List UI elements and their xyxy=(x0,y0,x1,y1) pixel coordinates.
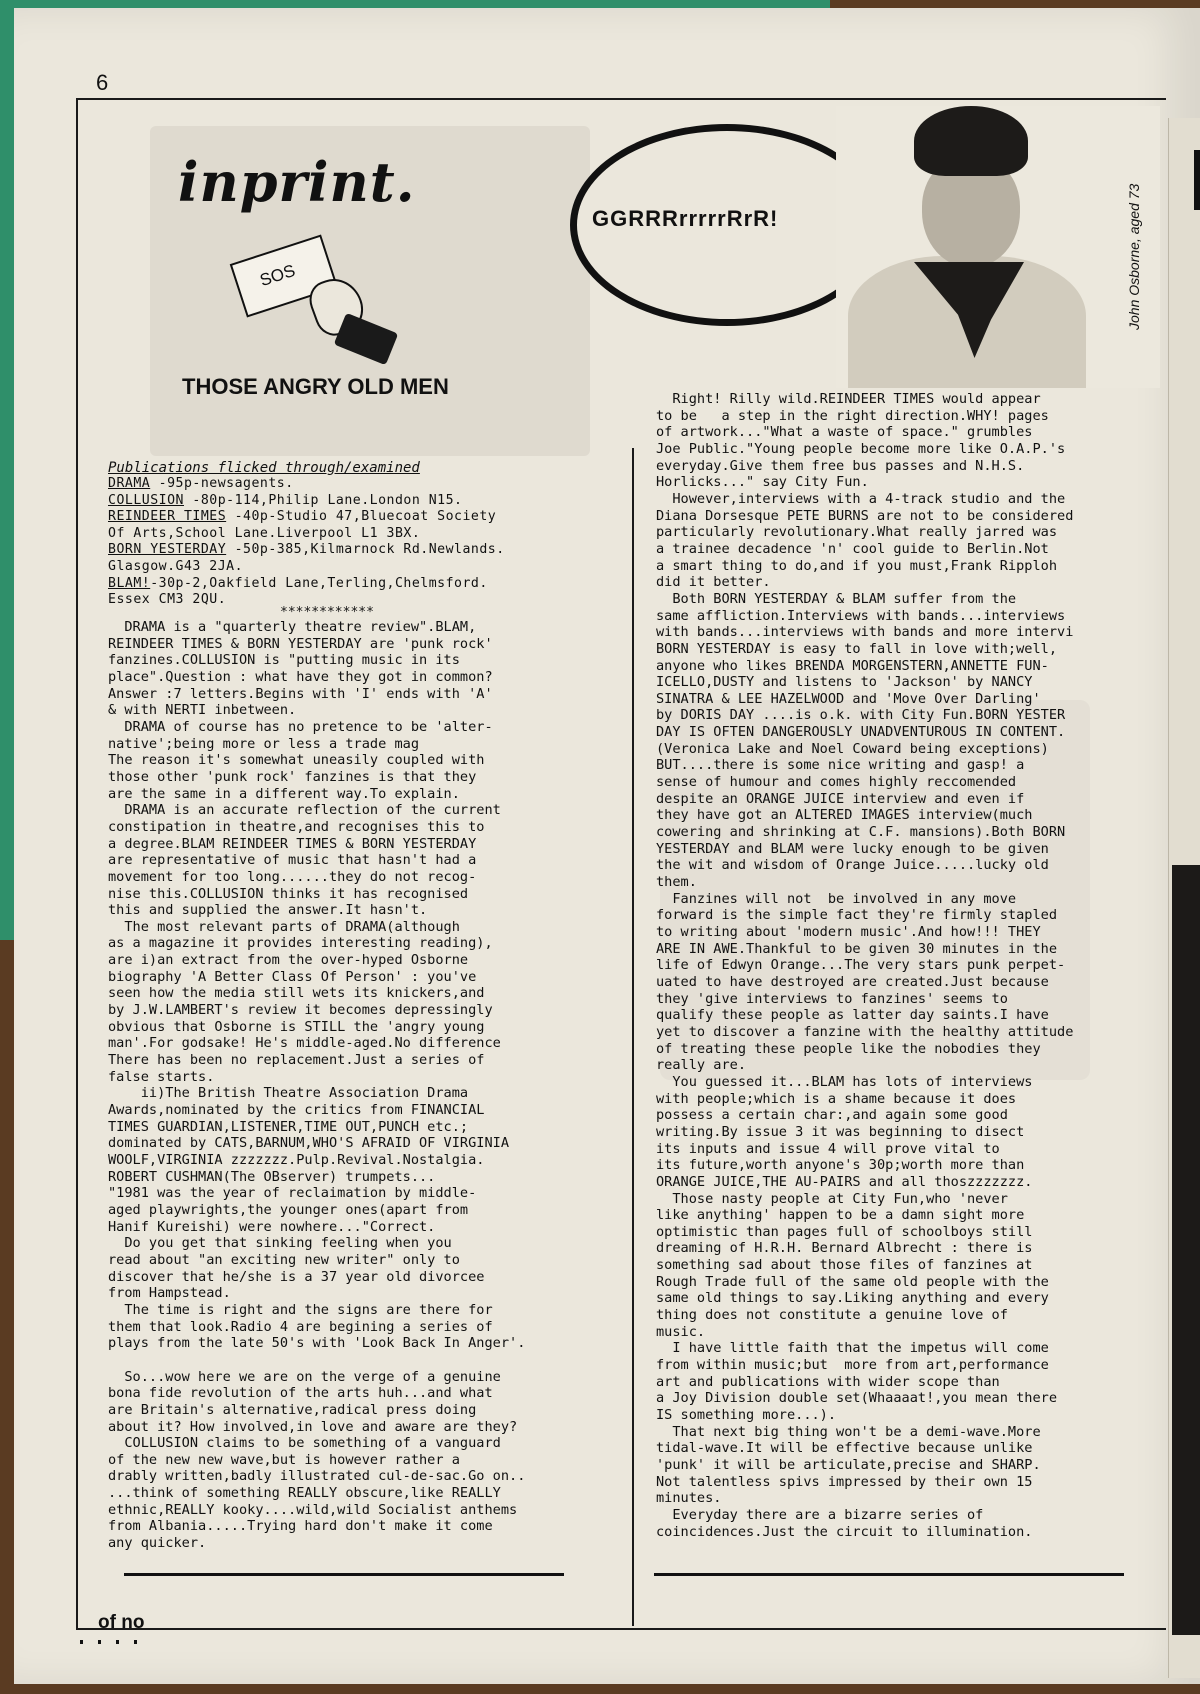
text-line: them. xyxy=(656,874,697,891)
text-line: BUT....there is some nice writing and gasp! a xyxy=(656,757,1025,774)
text-line xyxy=(108,1352,624,1369)
publication-details: Of Arts,School Lane.Liverpool L1 3BX. xyxy=(108,525,421,541)
text-line: COLLUSION claims to be something of a vanguard xyxy=(108,1435,501,1452)
separator: ************ xyxy=(280,605,374,620)
text-line: drably written,badly illustrated cul-de-sac.Go on.. xyxy=(108,1468,526,1485)
text-line: them that look.Radio 4 are begining a series of xyxy=(108,1318,493,1335)
text-line: uated to have destroyed are created.Just because xyxy=(656,973,1049,990)
text-line: qualify these people as latter day saints.I have xyxy=(656,1007,1049,1024)
text-line: by DORIS DAY ....is o.k. with City Fun.BORN YESTER xyxy=(656,707,1066,724)
text-line: to be a step in the right direction.WHY! pages xyxy=(656,407,1049,424)
publication-line xyxy=(108,509,608,526)
footer-dots xyxy=(80,1640,150,1644)
text-line: discover that he/she is a 37 year old divorcee xyxy=(108,1268,485,1285)
publication-name: DRAMA xyxy=(108,476,151,491)
text-line: are the same in a different way.To explain. xyxy=(108,785,460,802)
text-line: Fanzines will not be involved in any move xyxy=(656,890,1017,907)
text-line: by J.W.LAMBERT's review it becomes depressingly xyxy=(108,1002,493,1019)
column-divider xyxy=(632,448,634,1626)
text-line: man'.For godsake! He's middle-aged.No difference xyxy=(108,1035,501,1052)
text-line: biography 'A Better Class Of Person' : you've xyxy=(108,968,477,985)
text-line: Hanif Kureishi) were nowhere..."Correct. xyxy=(108,1218,436,1235)
text-line: to writing about 'modern music'.And how!!! THEY xyxy=(656,924,1041,940)
publication-details: -95p-newsagents. xyxy=(150,476,294,491)
publication-name: REINDEER TIMES xyxy=(108,509,227,525)
text-line: SINATRA & LEE HAZELWOOD and 'Move Over Darling' xyxy=(656,690,1041,707)
publication-name: COLLUSION xyxy=(108,492,184,508)
text-line: nise this.COLLUSION thinks it has recognised xyxy=(108,885,469,902)
text-line: the wit and wisdom of Orange Juice.....lucky old xyxy=(656,857,1049,874)
publication-details: Essex CM3 2QU. xyxy=(108,592,227,608)
text-line: something sad about those files of fanzines at xyxy=(656,1257,1033,1274)
publication-name: BLAM! xyxy=(108,575,151,591)
text-line: place".Question : what have they got in common? xyxy=(108,668,493,685)
text-line: ICELLO,DUSTY and listens to 'Jackson' by NANCY xyxy=(656,674,1033,691)
text-line: thing does not constitute a genuine love of xyxy=(656,1307,1008,1324)
end-rule-right xyxy=(654,1573,1124,1576)
text-line: Everyday there are a bizarre series of xyxy=(656,1506,984,1523)
text-line: ...think of something REALLY obscure,like REALLY xyxy=(108,1485,501,1502)
text-line: Joe Public."Young people become more like O.A.P.'s xyxy=(656,440,1066,457)
text-line: So...wow here we are on the verge of a genuine xyxy=(108,1368,501,1385)
speech-bubble-text: GGRRRrrrrrRrR! xyxy=(592,206,779,231)
text-line: (Veronica Lake and Noel Coward being exceptions) xyxy=(656,740,1049,757)
publication-line xyxy=(108,476,608,493)
publication-line xyxy=(108,559,608,576)
text-line: REINDEER TIMES & BORN YESTERDAY are 'punk rock' xyxy=(108,635,493,652)
text-line: a smart thing to do,and if you must,Frank Ripploh xyxy=(656,557,1058,574)
photo-caption: John Osborne, aged 73 xyxy=(1126,183,1142,330)
text-line: native';being more or less a trade mag xyxy=(108,735,419,752)
text-line: optimistic than pages full of schoolboys still xyxy=(656,1223,1033,1240)
publications-list xyxy=(108,476,608,609)
publication-line xyxy=(108,526,608,543)
text-line: life of Edwyn Orange...The very stars punk perpet- xyxy=(656,957,1066,974)
text-line: Not talentless spivs impressed by their own 15 xyxy=(656,1473,1033,1490)
text-line: coincidences.Just the circuit to illumination. xyxy=(656,1523,1033,1540)
text-line: TIMES GUARDIAN,LISTENER,TIME OUT,PUNCH etc.; xyxy=(108,1118,469,1135)
text-line: Rough Trade full of the same old people with the xyxy=(656,1273,1049,1290)
text-line: Horlicks..." say City Fun. xyxy=(656,474,869,491)
text-line: despite an ORANGE JUICE interview and even if xyxy=(656,790,1025,807)
text-line: writing.By issue 3 it was beginning to disect xyxy=(656,1123,1025,1140)
text-line: same affliction.Interviews with bands...interviews xyxy=(656,607,1066,624)
text-line: WOOLF,VIRGINIA zzzzzzz.Pulp.Revival.Nostalgia. xyxy=(108,1152,485,1168)
text-line: Both BORN YESTERDAY & BLAM suffer from the xyxy=(656,590,1017,607)
masthead-logo: inprint. xyxy=(178,150,416,214)
text-line: are representative of music that hasn't had a xyxy=(108,852,477,869)
publication-details: Glasgow.G43 2JA. xyxy=(108,558,244,574)
text-line: BORN YESTERDAY is easy to fall in love with;well, xyxy=(656,640,1058,657)
text-line: like anything' happen to be a damn sight more xyxy=(656,1207,1025,1224)
text-line: of treating these people like the nobodies they xyxy=(656,1040,1041,1057)
text-line: of artwork..."What a waste of space." grumbles xyxy=(656,424,1033,441)
text-line: aged playwrights,the younger ones(apart from xyxy=(108,1201,469,1218)
fold-mark xyxy=(1194,150,1200,210)
text-line: Those nasty people at City Fun,who 'never xyxy=(656,1190,1008,1207)
text-line: any quicker. xyxy=(108,1535,207,1552)
publications-heading: Publications flicked through/examined xyxy=(108,460,420,476)
text-line: IS something more...). xyxy=(656,1407,837,1424)
boy-cap xyxy=(914,106,1028,176)
text-line: ethnic,REALLY kooky....wild,wild Socialist anthems xyxy=(108,1501,518,1518)
text-line: DRAMA is a "quarterly theatre review".BLAM, xyxy=(108,619,477,635)
text-line: constipation in theatre,and recognises this to xyxy=(108,818,485,835)
text-line: & with NERTI inbetween. xyxy=(108,702,297,719)
publication-details: -30p-2,Oakfield Lane,Terling,Chelmsford. xyxy=(150,575,488,591)
text-line: I have little faith that the impetus will come xyxy=(656,1340,1049,1357)
text-line: possess a certain char:,and again some good xyxy=(656,1107,1008,1124)
publication-details: -40p-Studio 47,Bluecoat Society xyxy=(226,509,497,525)
text-line: minutes. xyxy=(656,1490,722,1507)
text-line: particularly revolutionary.What really jarred was xyxy=(656,524,1058,541)
text-line: ARE IN AWE.Thankful to be given 30 minutes in the xyxy=(656,940,1058,957)
text-line: art and publications with wider scope than xyxy=(656,1373,1000,1390)
text-line: tidal-wave.It will be effective because unlike xyxy=(656,1440,1033,1457)
boy-photo xyxy=(836,106,1160,388)
footer-label: of no xyxy=(98,1612,145,1633)
text-line: That next big thing won't be a demi-wave.More xyxy=(656,1423,1041,1440)
text-line: those other 'punk rock' fanzines is that they xyxy=(108,768,477,785)
text-line: music. xyxy=(656,1323,706,1340)
text-line: they 'give interviews to fanzines' seems to xyxy=(656,990,1008,1007)
text-line: this and supplied the answer.It hasn't. xyxy=(108,902,428,919)
text-line: a trainee decadence 'n' cool guide to Berlin.Not xyxy=(656,540,1049,557)
text-line: 'punk' it will be articulate,precise and SHARP. xyxy=(656,1457,1041,1473)
text-line: cowering and shrinking at C.F. mansions).Both BORN xyxy=(656,824,1066,841)
text-line: The reason it's somewhat uneasily coupled with xyxy=(108,752,485,769)
text-line: The time is right and the signs are there for xyxy=(108,1301,493,1318)
text-line: ORANGE JUICE,THE AU-PAIRS and all thoszzzzzzz. xyxy=(656,1173,1033,1190)
sos-card-label: SOS xyxy=(257,260,298,291)
text-line: There has been no replacement.Just a series of xyxy=(108,1052,485,1069)
text-line: they have got an ALTERED IMAGES interview(much xyxy=(656,807,1033,824)
article-subtitle: THOSE ANGRY OLD MEN xyxy=(182,374,449,399)
text-line: DAY IS OFTEN DANGEROUSLY UNADVENTUROUS IN CONTENT. xyxy=(656,724,1066,741)
publication-name: BORN YESTERDAY xyxy=(108,542,227,558)
text-line: DRAMA is an accurate reflection of the current xyxy=(108,802,501,819)
text-line: obvious that Osborne is STILL the 'angry young xyxy=(108,1018,485,1035)
text-line: dreaming of H.R.H. Bernard Albrecht : there is xyxy=(656,1240,1033,1257)
text-line: about it? How involved,in love and aware are they? xyxy=(108,1418,518,1435)
publication-details: -80p-114,Philip Lane.London N15. xyxy=(183,492,463,508)
text-line: everyday.Give them free bus passes and N.H.S. xyxy=(656,457,1025,474)
text-line: of the new new wave,but is however rather a xyxy=(108,1451,460,1468)
text-line: false starts. xyxy=(108,1068,215,1085)
text-line: fanzines.COLLUSION is "putting music in its xyxy=(108,652,460,669)
text-line: its inputs and issue 4 will prove vital to xyxy=(656,1140,1000,1157)
text-line: movement for too long......they do not recog- xyxy=(108,868,477,885)
text-line: really are. xyxy=(656,1057,747,1074)
text-line: its future,worth anyone's 30p;worth more than xyxy=(656,1157,1025,1174)
text-line: from Hampstead. xyxy=(108,1285,231,1302)
text-line: read about "an exciting new writer" only to xyxy=(108,1251,460,1268)
text-line: a degree.BLAM REINDEER TIMES & BORN YESTERDAY xyxy=(108,835,477,852)
text-line: Do you get that sinking feeling when you xyxy=(108,1235,452,1252)
text-line: yet to discover a fanzine with the healthy attitude xyxy=(656,1023,1074,1040)
publication-details: -50p-385,Kilmarnock Rd.Newlands. xyxy=(226,542,505,558)
text-line: You guessed it...BLAM has lots of interviews xyxy=(656,1073,1033,1090)
text-line: dominated by CATS,BARNUM,WHO'S AFRAID OF VIRGINIA xyxy=(108,1135,510,1152)
text-line: YESTERDAY and BLAM were lucky enough to be given xyxy=(656,840,1049,857)
text-line: anyone who likes BRENDA MORGENSTERN,ANNETTE FUN- xyxy=(656,657,1049,674)
text-line: plays from the late 50's with 'Look Back In Anger'. xyxy=(108,1335,526,1352)
text-line: forward is the simple fact they're firmly stapled xyxy=(656,907,1058,924)
next-page-edge xyxy=(1172,865,1200,1635)
text-line: Diana Dorsesque PETE BURNS are not to be considered xyxy=(656,507,1074,524)
text-line: as a magazine it provides interesting reading), xyxy=(108,935,493,952)
text-line: Awards,nominated by the critics from FINANCIAL xyxy=(108,1102,485,1119)
text-line: However,interviews with a 4-track studio and the xyxy=(656,490,1066,507)
text-line: "1981 was the year of reclaimation by middle- xyxy=(108,1185,477,1202)
right-column-text xyxy=(656,391,1166,1540)
text-line: seen how the media still wets its knickers,and xyxy=(108,985,485,1002)
text-line: are Britain's alternative,radical press doing xyxy=(108,1401,477,1418)
text-line: are i)an extract from the over-hyped Osborne xyxy=(108,952,469,969)
text-line: The most relevant parts of DRAMA(although xyxy=(108,918,460,935)
text-line: from Albania.....Trying hard don't make it come xyxy=(108,1518,493,1535)
text-line: from within music;but more from art,performance xyxy=(656,1357,1049,1374)
text-line: a Joy Division double set(Whaaaat!,you mean there xyxy=(656,1390,1058,1407)
text-line: Answer :7 letters.Begins with 'I' ends with 'A' xyxy=(108,685,493,702)
end-rule-left xyxy=(124,1573,564,1576)
publication-line xyxy=(108,542,608,559)
publication-line xyxy=(108,493,608,510)
text-line: ii)The British Theatre Association Drama xyxy=(108,1085,469,1102)
text-line: with people;which is a shame because it does xyxy=(656,1090,1017,1107)
text-line: same old things to say.Liking anything and every xyxy=(656,1290,1049,1307)
text-line: bona fide revolution of the arts huh...and what xyxy=(108,1385,493,1402)
text-line: Right! Rilly wild.REINDEER TIMES would appear xyxy=(656,391,1041,407)
text-line: did it better. xyxy=(656,574,771,591)
text-line: with bands...interviews with bands and more intervi xyxy=(656,624,1074,641)
text-line: sense of humour and comes highly reccomended xyxy=(656,774,1017,791)
page-number: 6 xyxy=(96,70,109,95)
text-line: ROBERT CUSHMAN(The OBserver) trumpets... xyxy=(108,1168,436,1185)
publication-line xyxy=(108,576,608,593)
text-line: DRAMA of course has no pretence to be 'alter- xyxy=(108,718,493,735)
left-column-text xyxy=(108,619,624,1552)
